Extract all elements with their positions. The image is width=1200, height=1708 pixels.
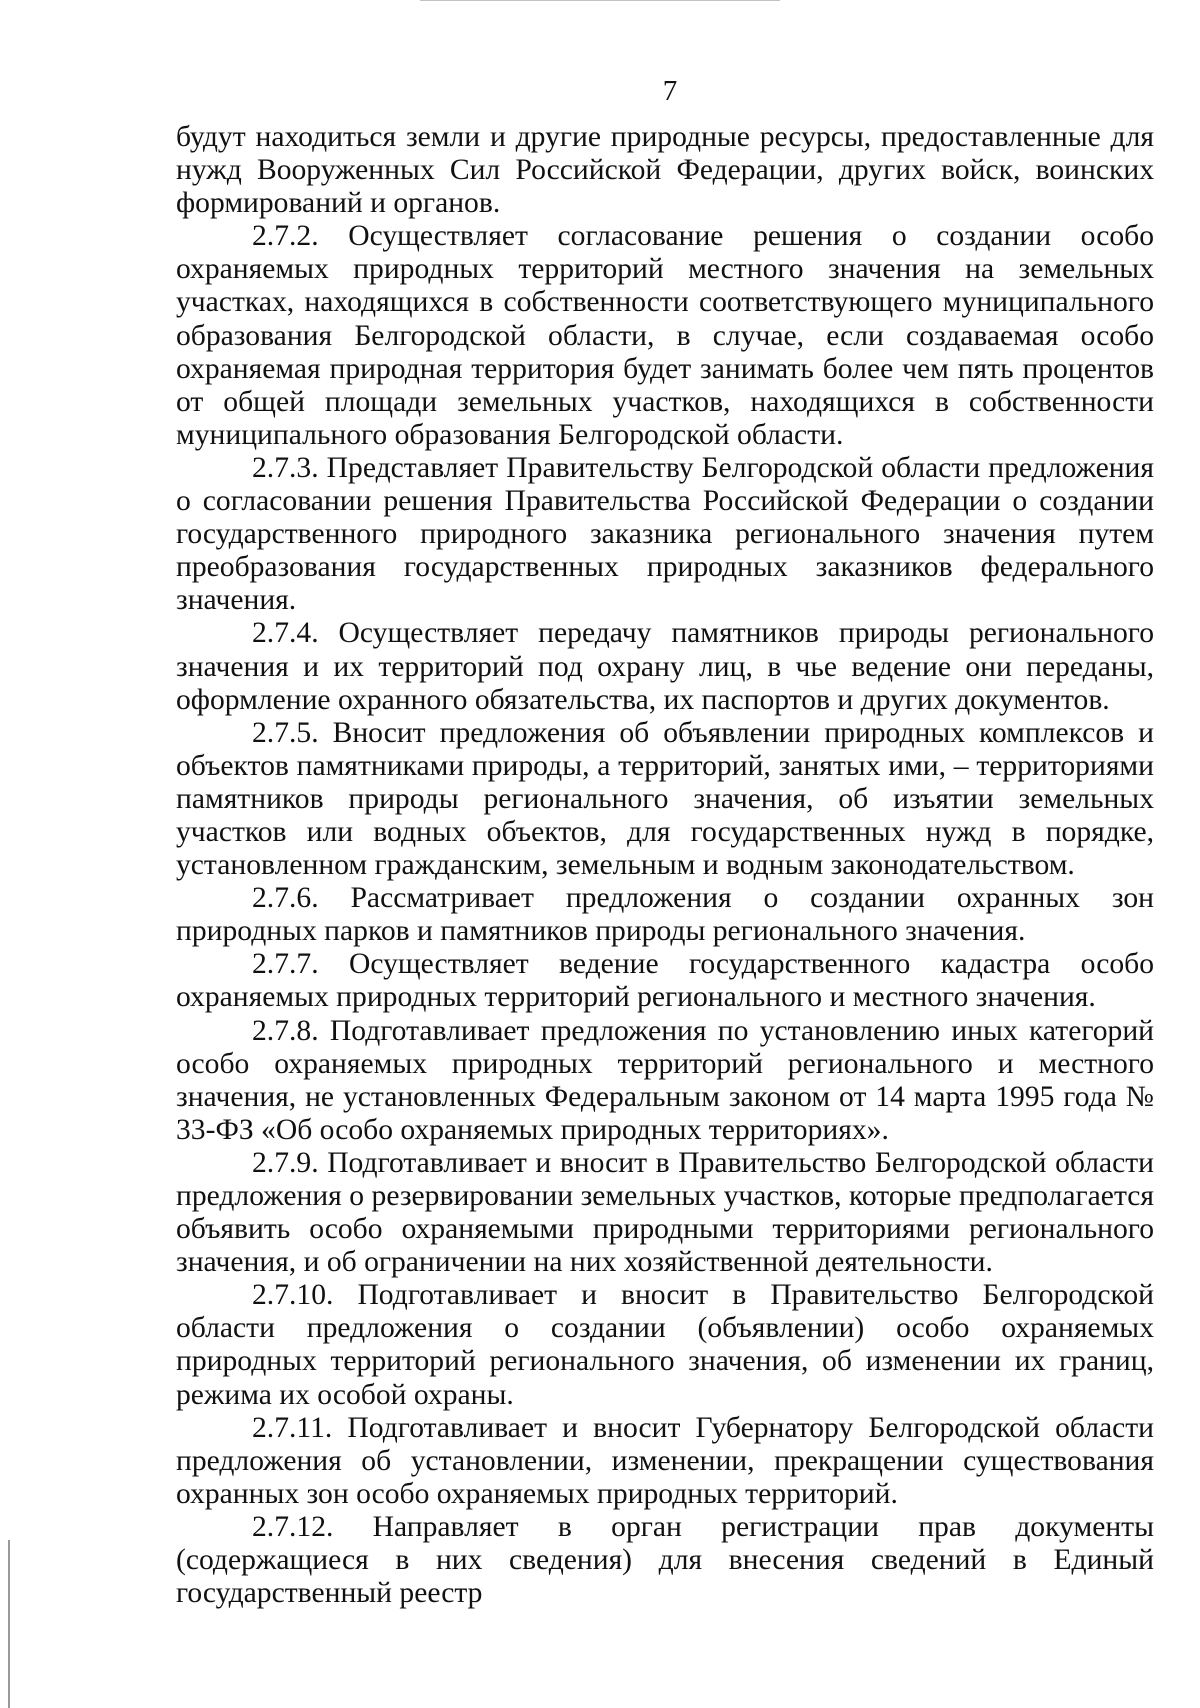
paragraph-2-7-12: 2.7.12. Направляет в орган регистрации прав документы (содержащиеся в них сведения) для внесения сведений в Единый государственный реестр <box>176 1510 1154 1610</box>
paragraph-continuation: будут находиться земли и другие природные ресурсы, предоставленные для нужд Вооруженных Сил Российской Федерации, других войск, воинских формирований и органов. <box>176 121 1154 220</box>
paragraph-2-7-2: 2.7.2. Осуществляет согласование решения о создании особо охраняемых природных территорий местного значения на земельных участках, находящихся в собственности соответствующего муниципального образования Белгородской области, в случае, если создаваемая особо охраняемая природная территория будет занимать более чем пять процентов от общей площади земельных участков, находящихся в собственности муниципального образования Белгородской области. <box>176 220 1154 451</box>
paragraph-2-7-8: 2.7.8. Подготавливает предложения по установлению иных категорий особо охраняемых природных территорий регионального и местного значения, не установленных Федеральным законом от 14 марта 1995 года № 33-ФЗ «Об особо охраняемых природных территориях». <box>176 1014 1154 1146</box>
paragraph-2-7-10: 2.7.10. Подготавливает и вносит в Правительство Белгородской области предложения о создании (объявлении) особо охраняемых природных территорий регионального значения, об изменении их границ, режима их особой охраны. <box>176 1279 1154 1411</box>
paragraph-2-7-7: 2.7.7. Осуществляет ведение государственного кадастра особо охраняемых природных территорий регионального и местного значения. <box>176 948 1154 1014</box>
document-body <box>176 121 1154 1610</box>
paragraph-2-7-11: 2.7.11. Подготавливает и вносит Губернатору Белгородской области предложения об установлении, изменении, прекращении существования охранных зон особо охраняемых природных территорий. <box>176 1411 1154 1510</box>
paragraph-2-7-4: 2.7.4. Осуществляет передачу памятников природы регионального значения и их территорий под охрану лиц, в чье ведение они переданы, оформление охранного обязательства, их паспортов и других документов. <box>176 617 1154 716</box>
paragraph-2-7-9: 2.7.9. Подготавливает и вносит в Правительство Белгородской области предложения о резервировании земельных участков, которые предполагается объявить особо охраняемыми природными территориями регионального значения, и об ограничении на них хозяйственной деятельности. <box>176 1146 1154 1279</box>
paragraph-2-7-5: 2.7.5. Вносит предложения об объявлении природных комплексов и объектов памятниками природы, а территорий, занятых ими, – территориями памятников природы регионального значения, об изъятии земельных участков или водных объектов, для государственных нужд в порядке, установленном гражданским, земельным и водным законодательством. <box>176 716 1154 882</box>
paragraph-2-7-6: 2.7.6. Рассматривает предложения о создании охранных зон природных парков и памятников природы регионального значения. <box>176 882 1154 948</box>
scan-left-edge <box>8 1540 10 1708</box>
paragraph-2-7-3: 2.7.3. Представляет Правительству Белгородской области предложения о согласовании решения Правительства Российской Федерации о создании государственного природного заказника регионального значения путем преобразования государственных природных заказников федерального значения. <box>176 451 1154 617</box>
scan-top-edge <box>420 0 780 1</box>
page-number: 7 <box>662 75 678 107</box>
